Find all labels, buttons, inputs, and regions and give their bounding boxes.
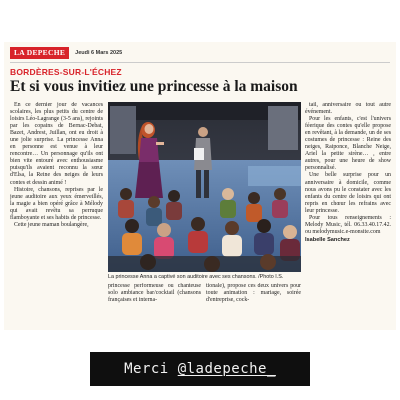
masthead	[10, 46, 122, 60]
article-paragraph: Pour tous renseignements : Melody Music, tél. 06.33.40.17.42. ou melodymusic.e-monsite.com	[305, 214, 391, 235]
article-paragraph: Pour les enfants, c'est l'univers féerique des contes qu'elle propose en revêtant, à la demande, un de ses costumes de princesse : Reine des neiges, Raiponce, Blanche Neige, Ariel la petite sirène… , entre autres, pour une heure de show personnalisé.	[305, 116, 391, 172]
issue-date: Jeudi 6 Mars 2025	[75, 50, 123, 56]
article-paragraph: Histoire, chansons, reprises par le jeune auditoire aux yeux émerveillés, la magie a bien opéré grâce à Mélody qui avait revêtu sa perruque flamboyante et ses habits de princesse.	[10, 186, 103, 221]
thanks-text	[124, 361, 276, 377]
article-paragraph: tail, anniversaire ou tout autre événement.	[305, 102, 391, 116]
thanks-prefix: Merci	[124, 361, 169, 377]
article-column-left	[10, 102, 103, 324]
article-location: BORDÈRES-SUR-L'ÉCHEZ	[10, 67, 122, 77]
newspaper-logo: LA DEPECHE	[10, 47, 69, 59]
thanks-banner	[90, 352, 310, 386]
newspaper-clipping	[4, 42, 396, 330]
article-headline: Et si vous invitiez une princesse à la maison	[10, 78, 298, 95]
photo-caption: La princesse Anna a captivé son auditoire avec ses chansons. /Photo I.S.	[108, 274, 284, 280]
article-paragraph: Cette jeune maman boulangère,	[14, 221, 89, 228]
article-column-mid-b: tionale), propose ces deux univers pour toute animation : mariage, soirée d'entreprise, cock-	[206, 283, 301, 304]
masthead-divider	[10, 62, 390, 63]
article-paragraph: Une belle surprise pour un anniversaire à domicile, comme nous avons pu le constater avec les enfants du centre de loisirs qui ont repris en chœur les refrains avec leur princesse.	[305, 172, 391, 214]
ladepeche-handle-link[interactable]: @ladepeche_	[177, 361, 276, 377]
article-photo	[108, 102, 301, 272]
article-column-mid-a: princesse performeuse ou chanteuse solo ambiance bar/cocktail (chansons françaises et interna-	[108, 283, 201, 304]
article-column-right	[305, 102, 391, 324]
author-signature: Isabelle Sanchez	[305, 236, 350, 243]
article-paragraph: En ce dernier jour de vacances scolaires, les plus petits du centre de loisirs Léo-Lagrange (3-5 ans), rejoints par les copains de Bernac-Debat, Bazet, Andrest, Juillan, ont eu droit à une jolie surprise. La princesse Anna en personne est venue à leur rencontre… Un personnage qu'ils ont bien vite entouré avec enthousiasme puisqu'ils avaient reconnu la sœur d'Elsa, la Reine des neiges de leurs contes et dessin animé !	[10, 102, 103, 186]
photo-illustration	[108, 102, 301, 272]
